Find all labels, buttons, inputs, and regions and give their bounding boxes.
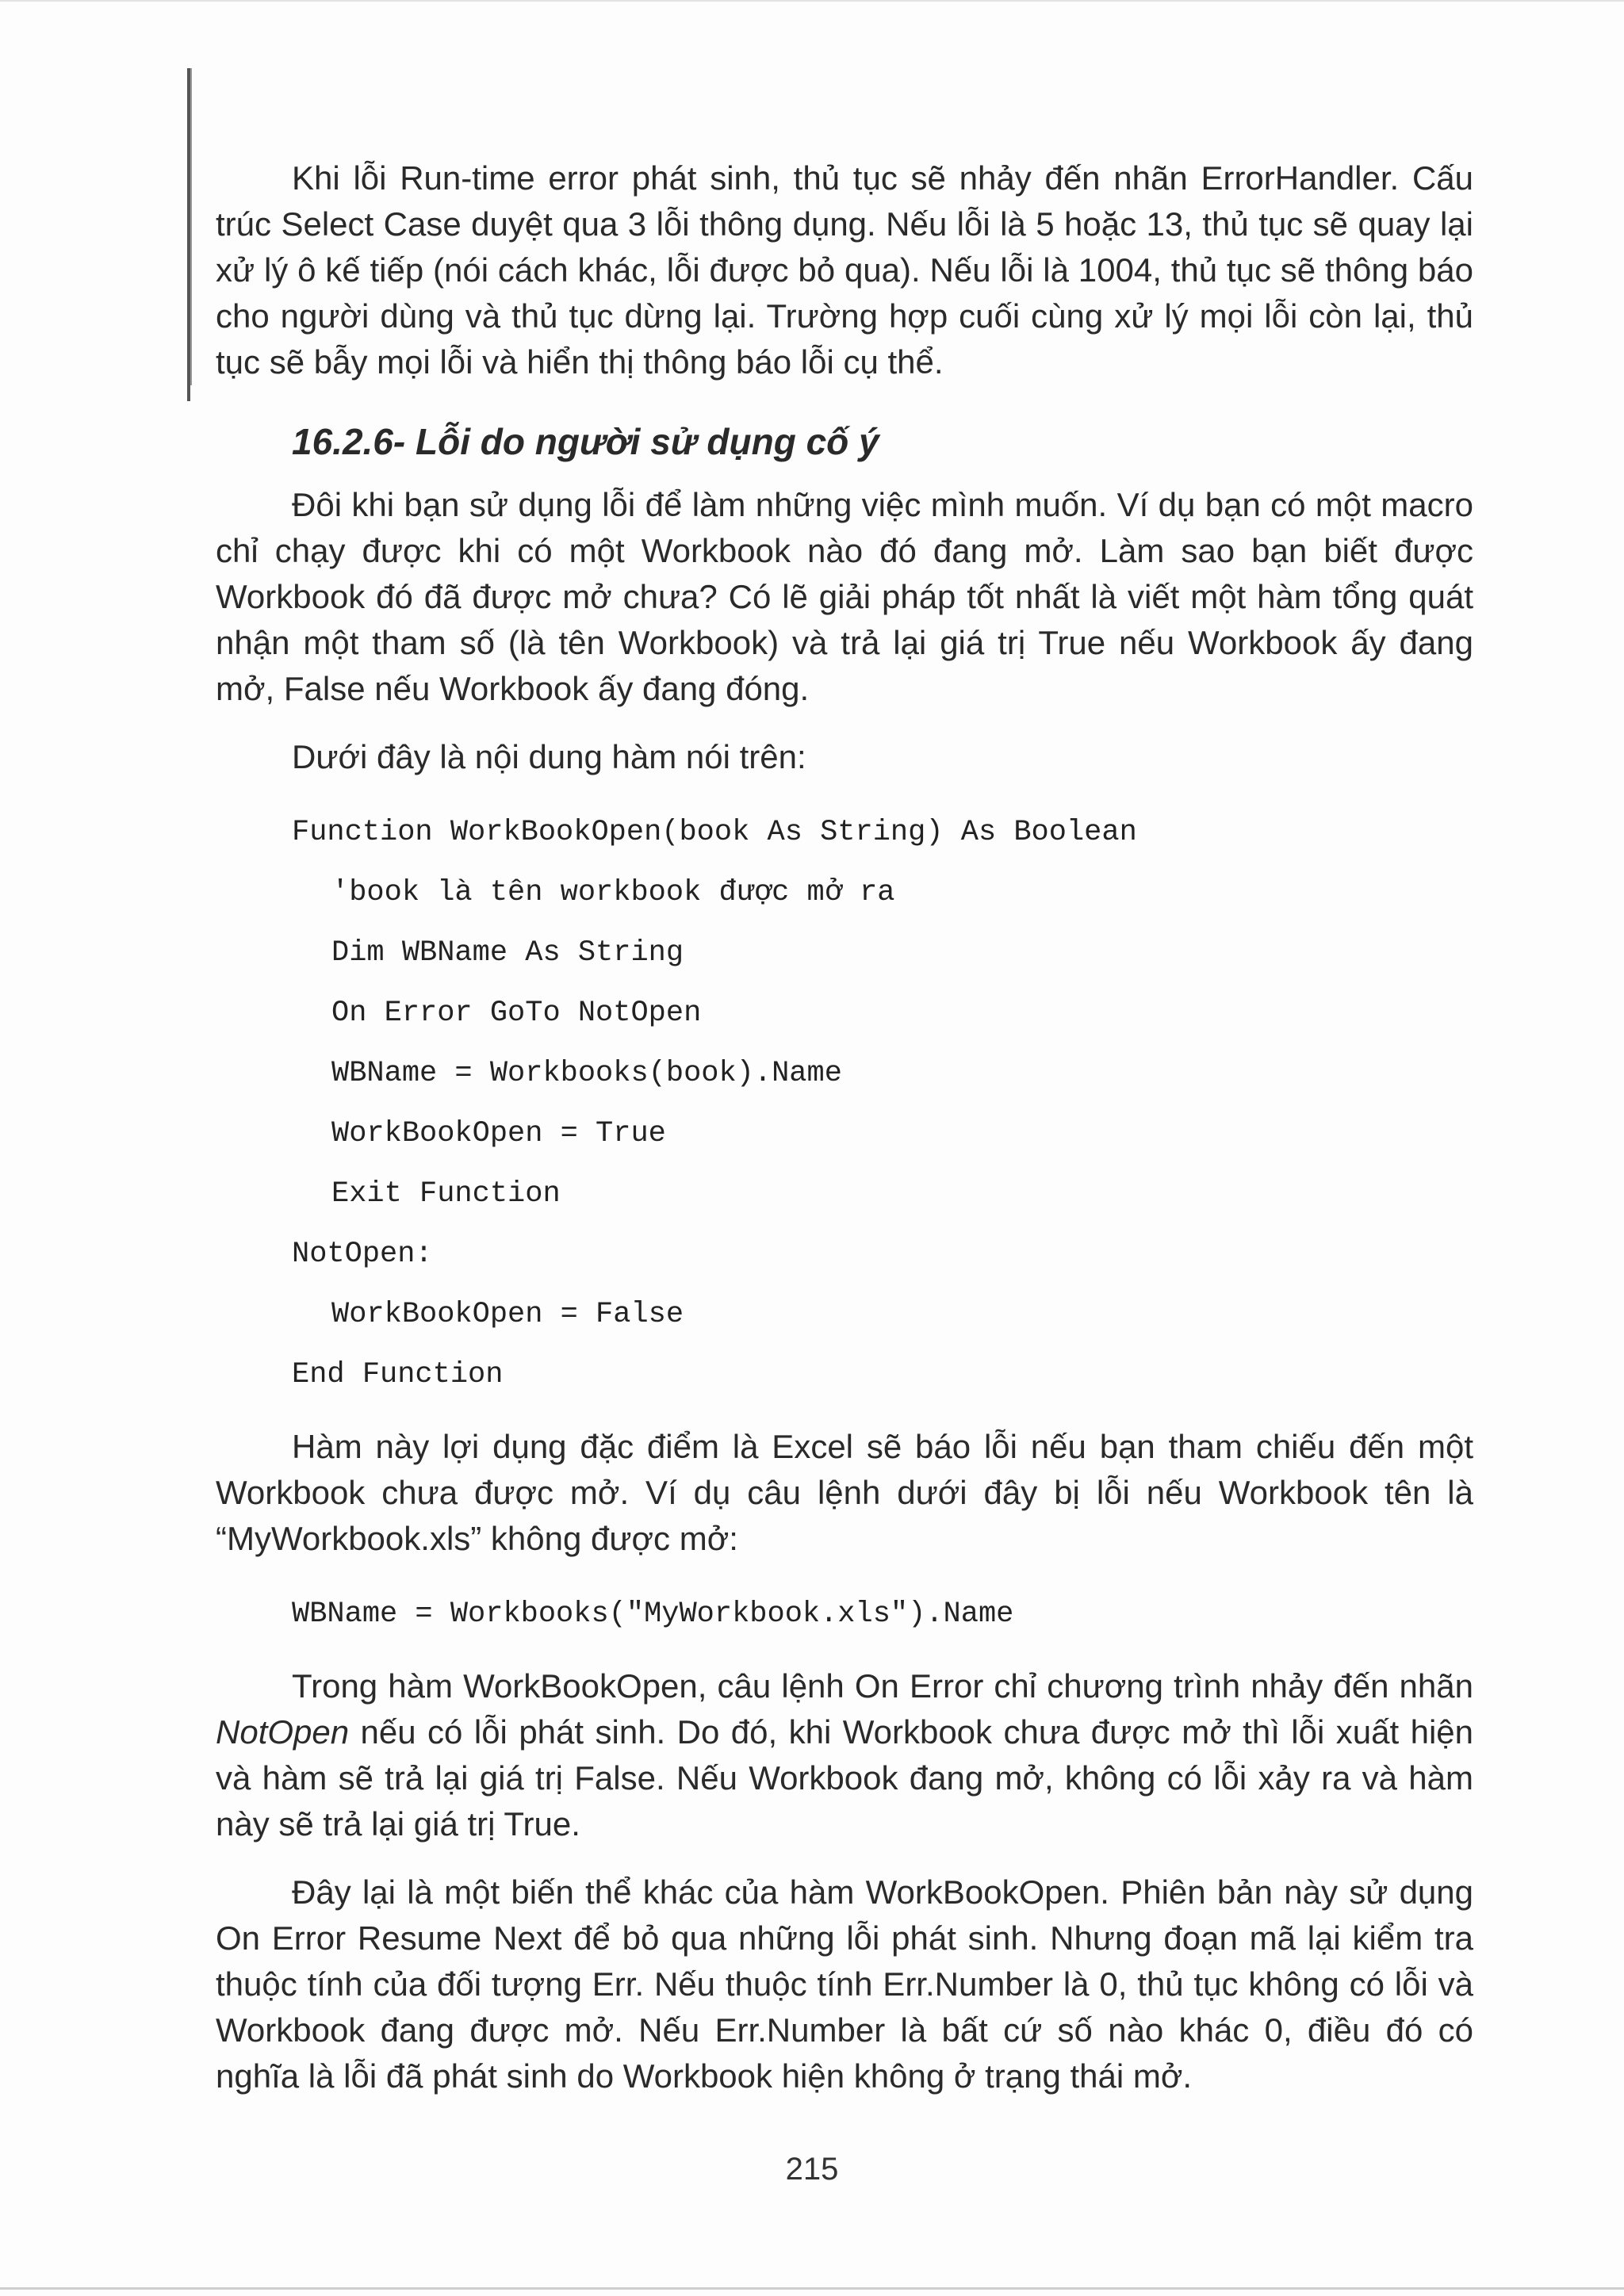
paragraph-error-handler: Khi lỗi Run-time error phát sinh, thủ tục sẽ nhảy đến nhãn ErrorHandler. Cấu trúc Select Case duyệt qua 3 lỗi thông dụng. Nếu lỗi là 5 hoặc 13, thủ tục sẽ quay lại xử lý ô kế tiếp (nói cách khác, lỗi được bỏ qua). Nếu lỗi là 1004, thủ tục sẽ thông báo cho người dùng và thủ tục dừng lại. Trường hợp cuối cùng xử lý mọi lỗi còn lại, thủ tục sẽ bẫy mọi lỗi và hiển thị thông báo lỗi cụ thể. bbox=[216, 159, 1473, 381]
binding-rule-shadow bbox=[190, 68, 192, 385]
code-block-example bbox=[292, 1584, 1473, 1644]
label-notopen: NotOpen bbox=[216, 1713, 350, 1751]
paragraph-variant: Đây lại là một biến thể khác của hàm WorkBookOpen. Phiên bản này sử dụng On Error Resume Next để bỏ qua những lỗi phát sinh. Nhưng đoạn mã lại kiểm tra thuộc tính của đối tượng Err. Nếu thuộc tính Err.Number là 0, thủ tục không có lỗi và Workbook đang được mở. Nếu Err.Number là bất cứ số nào khác 0, điều đó có nghĩa là lỗi đã phát sinh do Workbook hiện không ở trạng thái mở. bbox=[216, 1873, 1473, 2095]
code-line: 'book là tên workbook được mở ra bbox=[331, 876, 895, 909]
code-line: Exit Function bbox=[331, 1177, 561, 1211]
paragraph-function-lead: Dưới đây là nội dung hàm nói trên: bbox=[292, 738, 806, 775]
code-line: WBName = Workbooks("MyWorkbook.xls").Name bbox=[292, 1598, 1014, 1631]
page-content bbox=[216, 155, 1473, 2122]
code-line: WorkBookOpen = False bbox=[331, 1298, 684, 1331]
page-number: 215 bbox=[785, 2152, 839, 2187]
top-edge bbox=[0, 0, 1624, 2]
code-line: On Error GoTo NotOpen bbox=[331, 997, 702, 1030]
code-line: Dim WBName As String bbox=[331, 936, 684, 970]
bottom-edge bbox=[0, 2287, 1624, 2290]
paragraph-explanation: Hàm này lợi dụng đặc điểm là Excel sẽ báo lỗi nếu bạn tham chiếu đến một Workbook chưa được mở. Ví dụ câu lệnh dưới đây bị lỗi nếu Workbook tên là “MyWorkbook.xls” không được mở: bbox=[216, 1428, 1473, 1557]
code-block-workbookopen bbox=[292, 802, 1473, 1405]
code-line: End Function bbox=[292, 1358, 504, 1391]
code-line: NotOpen: bbox=[292, 1238, 433, 1271]
section-heading: 16.2.6- Lỗi do người sử dụng cố ý bbox=[292, 421, 879, 462]
code-line: Function WorkBookOpen(book As String) As Boolean bbox=[292, 816, 1137, 849]
paragraph-intro: Đôi khi bạn sử dụng lỗi để làm những việc mình muốn. Ví dụ bạn có một macro chỉ chạy được khi có một Workbook nào đó đang mở. Làm sao bạn biết được Workbook đó đã được mở chưa? Có lẽ giải pháp tốt nhất là viết một hàm tổng quát nhận một tham số (là tên Workbook) và trả lại giá trị True nếu Workbook ấy đang mở, False nếu Workbook ấy đang đóng. bbox=[216, 486, 1473, 707]
code-line: WorkBookOpen = True bbox=[331, 1117, 666, 1150]
text-run: Trong hàm WorkBookOpen, câu lệnh On Error chỉ chương trình nhảy đến nhãn bbox=[292, 1667, 1473, 1705]
text-run: nếu có lỗi phát sinh. Do đó, khi Workbook chưa được mở thì lỗi xuất hiện và hàm sẽ trả lại giá trị False. Nếu Workbook đang mở, không có lỗi xảy ra và hàm này sẽ trả lại giá trị True. bbox=[216, 1713, 1473, 1843]
code-line: WBName = Workbooks(book).Name bbox=[331, 1057, 842, 1090]
paragraph-onerror bbox=[216, 1663, 1473, 1847]
